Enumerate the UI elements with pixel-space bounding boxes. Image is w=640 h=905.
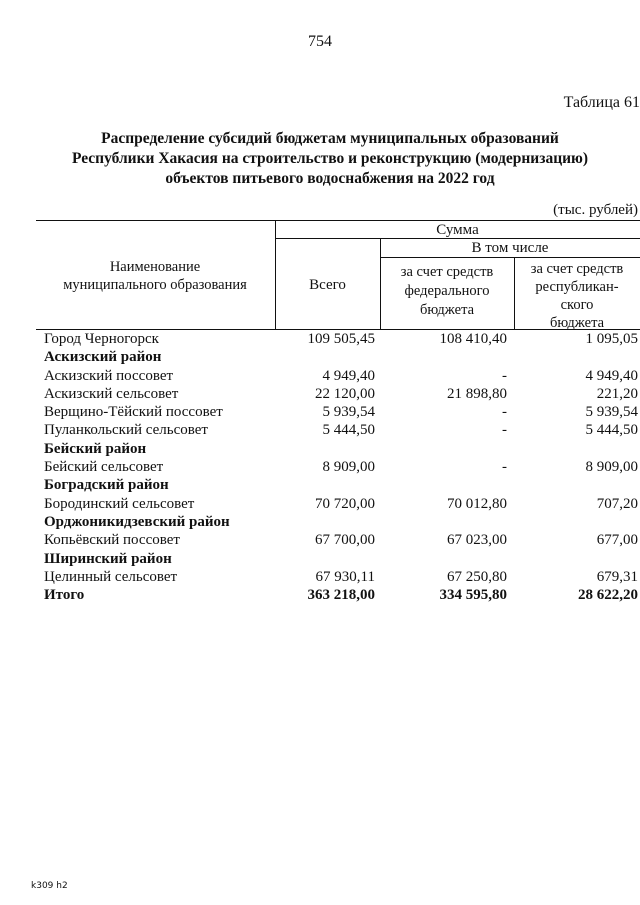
cell-republic: 28 622,20 [578,587,638,604]
cell-total: 70 720,00 [315,495,375,512]
header-summa: Сумма [436,222,479,238]
cell-federal: - [502,422,507,439]
cell-total: 22 120,00 [315,385,375,402]
header-federal: за счет средств федерального бюджета [400,264,494,318]
group-name: Орджоникидзевский район [44,513,230,530]
total-row [0,586,640,604]
group-row [0,513,640,531]
group-row [0,550,640,568]
header-total: Всего [309,277,346,293]
cell-republic: 221,20 [596,385,638,402]
cell-total: 5 444,50 [322,422,375,439]
group-name: Аскизский район [44,349,162,366]
group-name: Боградский район [44,477,169,494]
cell-total: 363 218,00 [307,587,375,604]
header-republic: за счет средств республикан- ского бюджета [530,261,624,331]
table-row [0,531,640,549]
table-row [0,421,640,439]
row-name: Итого [44,587,85,604]
table-top-border [36,220,640,221]
cell-federal: 21 898,80 [447,385,507,402]
units-label: (тыс. рублей) [553,202,638,218]
cell-republic: 8 909,00 [585,459,638,476]
cell-total: 8 909,00 [322,459,375,476]
table-row [0,330,640,348]
row-name: Пуланкольский сельсовет [44,422,208,439]
title-line: объектов питьевого водоснабжения на 2022 год [165,170,495,187]
cell-republic: 707,20 [596,495,638,512]
cell-federal: 108 410,40 [439,331,507,347]
cell-republic: 1 095,05 [585,331,638,347]
title-line: Республики Хакасия на строительство и реконструкцию (модернизацию) [71,150,589,167]
group-row [0,440,640,458]
table-row [0,568,640,586]
cell-federal: - [502,367,507,384]
row-name: Аскизский сельсовет [44,385,179,402]
table-row [0,403,640,421]
row-name: Бейский сельсовет [44,459,164,476]
cell-federal: 334 595,80 [439,587,507,604]
cell-federal: - [502,404,507,421]
page-number: 754 [308,33,332,50]
cell-republic: 5 939,54 [585,404,638,421]
cell-federal: 67 023,00 [447,532,507,549]
cell-republic: 5 444,50 [585,422,638,439]
table-body [0,330,640,604]
row-name: Аскизский поссовет [44,367,174,384]
cell-total: 67 930,11 [315,568,375,585]
cell-republic: 677,00 [596,532,638,549]
row-name: Город Черногорск [44,331,159,347]
cell-federal: 70 012,80 [447,495,507,512]
cell-total: 109 505,45 [307,331,375,347]
cell-federal: 67 250,80 [447,568,507,585]
group-name: Бейский район [44,440,147,457]
header-in-total: В том числе [471,240,549,256]
table-caption: Таблица 61 [563,94,640,111]
cell-republic: 679,31 [596,568,638,585]
cell-total: 5 939,54 [322,404,375,421]
row-name: Бородинский сельсовет [44,495,195,512]
cell-total: 67 700,00 [315,532,375,549]
cell-total: 4 949,40 [322,367,375,384]
header-name-column: Наименование муниципального образования [63,259,247,293]
row-name: Верщино-Тёйский поссовет [44,404,223,421]
footer-code: k309 h2 [31,881,68,891]
table-row [0,385,640,403]
cell-republic: 4 949,40 [585,367,638,384]
group-row [0,348,640,366]
group-row [0,476,640,494]
table-row [0,495,640,513]
group-name: Ширинский район [44,550,172,567]
table-title [20,129,640,189]
cell-federal: - [502,459,507,476]
table-row [0,458,640,476]
row-name: Целинный сельсовет [44,568,178,585]
row-name: Копьёвский поссовет [44,532,180,549]
incl-divider [380,257,640,258]
table-row [0,367,640,385]
title-line: Распределение субсидий бюджетам муниципальных образований [101,130,559,147]
